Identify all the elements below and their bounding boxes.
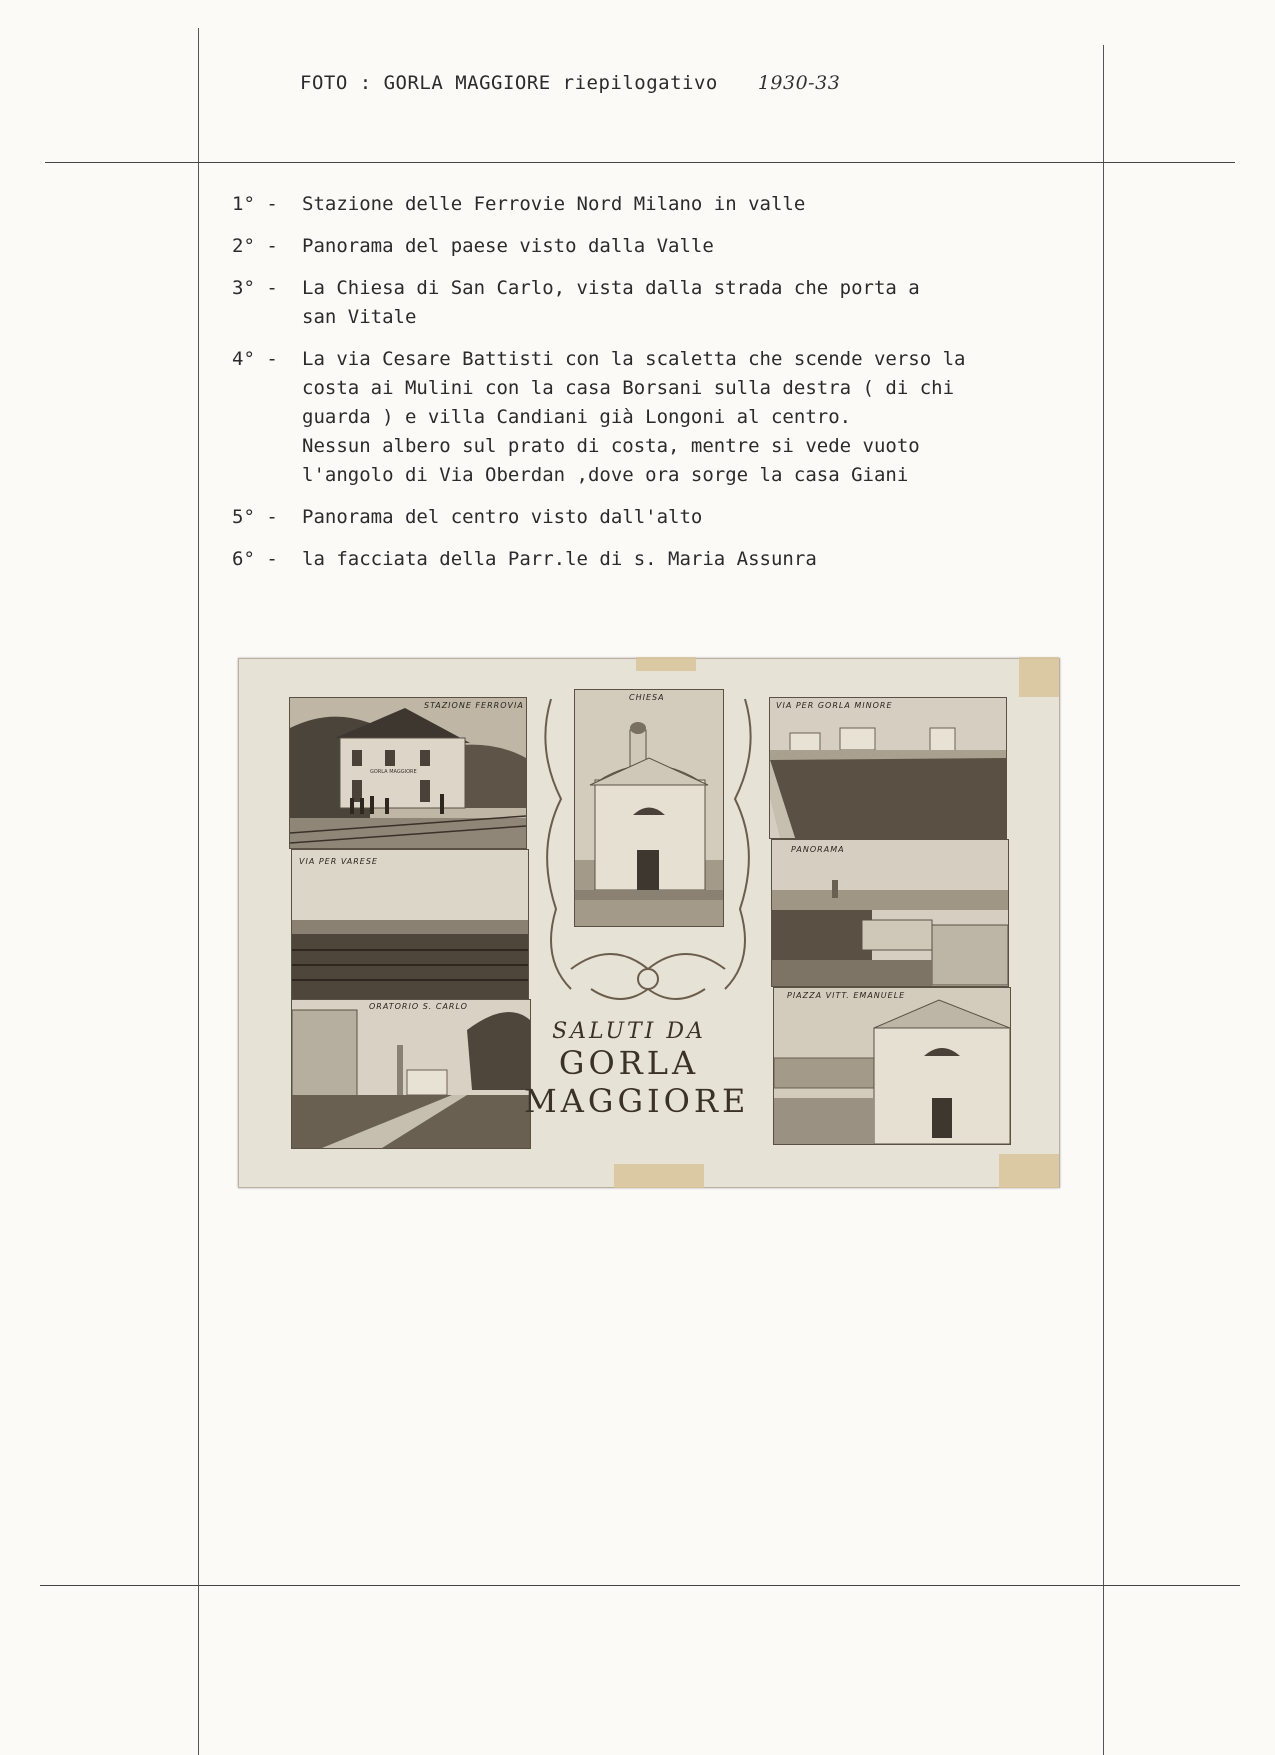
item-text: Panorama del centro visto dall'alto xyxy=(302,506,703,528)
item-text: La via Cesare Battisti con la scaletta che scende verso la costa ai Mulini con la casa Borsani sulla destra ( di chi guarda ) e villa Candiani già Longoni al centro. Nessun albero sul prato di costa, mentre si vede vuoto l'angolo di Via Oberdan ,dove ora sorge la casa Giani xyxy=(302,348,966,486)
title-text: FOTO : GORLA MAGGIORE riepilogativo xyxy=(300,72,718,94)
photo-stazione xyxy=(289,697,527,849)
photo-piazza xyxy=(773,987,1011,1145)
item-number: 5° - xyxy=(232,506,278,528)
tape-strip xyxy=(636,657,696,671)
page-title xyxy=(300,72,840,94)
greeting-text xyxy=(524,1019,750,1120)
frame-top-line xyxy=(45,162,1235,163)
item-text: Panorama del paese visto dalla Valle xyxy=(302,235,714,257)
tape-strip xyxy=(614,1164,704,1188)
item-number: 2° - xyxy=(232,235,278,257)
greeting-line-3: MAGGIORE xyxy=(524,1082,750,1120)
photo-via-varese xyxy=(291,849,529,1001)
list-item xyxy=(232,345,1092,490)
photo-description-list xyxy=(232,190,1092,587)
frame-right-line xyxy=(1103,45,1104,1755)
postcard-image xyxy=(238,658,1060,1188)
caption-chiesa: CHIESA xyxy=(629,693,665,702)
list-item xyxy=(232,232,1092,261)
list-item xyxy=(232,545,1092,574)
handwritten-date: 1930-33 xyxy=(757,72,841,94)
caption-oratorio: ORATORIO S. CARLO xyxy=(369,1002,468,1011)
item-number: 6° - xyxy=(232,548,278,570)
tape-strip xyxy=(1019,657,1059,697)
caption-piazza: PIAZZA VITT. EMANUELE xyxy=(787,991,906,1000)
item-text: la facciata della Parr.le di s. Maria Assunra xyxy=(302,548,817,570)
item-number: 3° - xyxy=(232,277,278,299)
photo-oratorio xyxy=(291,999,531,1149)
item-text: Stazione delle Ferrovie Nord Milano in valle xyxy=(302,193,806,215)
caption-via-gorla-minore: VIA PER GORLA MINORE xyxy=(776,701,893,710)
item-text: La Chiesa di San Carlo, vista dalla strada che porta a san Vitale xyxy=(302,277,920,328)
list-item xyxy=(232,190,1092,219)
item-number: 1° - xyxy=(232,193,278,215)
photo-via-gorla-minore xyxy=(769,697,1007,839)
frame-left-line xyxy=(198,28,199,1755)
tape-strip xyxy=(999,1154,1059,1188)
caption-panorama: PANORAMA xyxy=(791,845,845,854)
list-item xyxy=(232,503,1092,532)
greeting-line-1: SALUTI DA xyxy=(552,1019,706,1044)
ornament-scrollwork xyxy=(531,689,765,1019)
list-item xyxy=(232,274,1092,332)
photo-panorama xyxy=(771,839,1009,987)
caption-via-varese: VIA PER VARESE xyxy=(299,857,378,866)
item-number: 4° - xyxy=(232,348,278,370)
greeting-line-2: GORLA xyxy=(558,1044,700,1082)
caption-stazione: STAZIONE FERROVIA xyxy=(424,701,524,710)
station-sign-text: GORLA MAGGIORE xyxy=(370,769,417,775)
frame-bottom-line xyxy=(40,1585,1240,1586)
